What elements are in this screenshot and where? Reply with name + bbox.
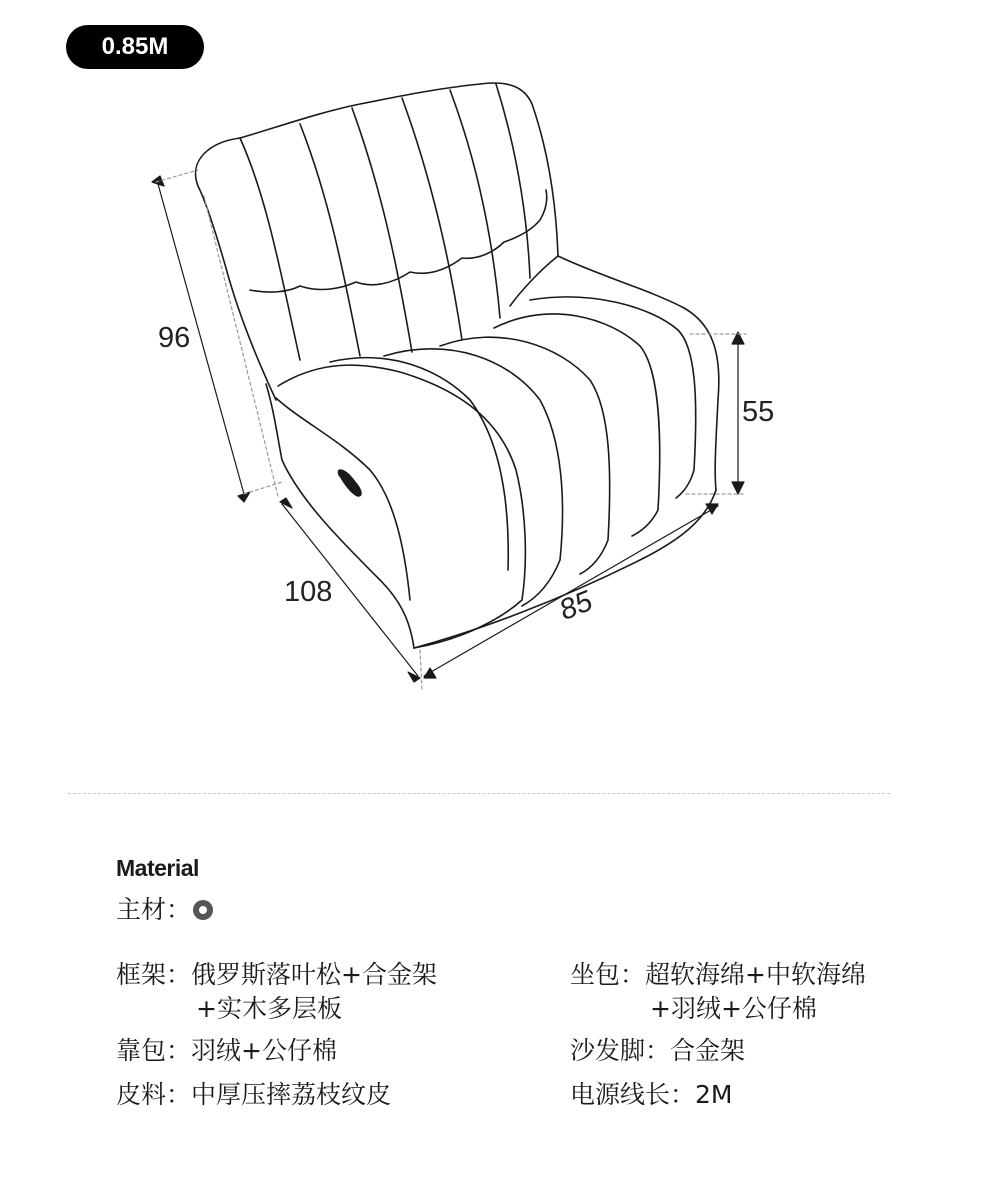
backrest-channel <box>402 98 462 340</box>
size-badge: 0.85M <box>66 25 204 69</box>
panel-inner <box>276 398 410 600</box>
spec-value-line2: +羽绒+公仔棉 <box>650 994 817 1023</box>
spec-label: 坐包： <box>570 960 646 989</box>
spec-value-line2: +实木多层板 <box>196 994 342 1023</box>
dimension-lines <box>152 170 746 690</box>
spec-label: 沙发脚： <box>570 1036 671 1065</box>
spec-value: 2M <box>695 1080 733 1109</box>
spec-label: 电源线长： <box>570 1080 696 1109</box>
depth-dimension-label: 108 <box>284 576 333 608</box>
backrest-channel <box>450 90 500 318</box>
spec-label: 皮料： <box>116 1080 192 1109</box>
seat-channel <box>494 314 660 536</box>
spec-back-cushion <box>116 1034 337 1068</box>
color-swatch[interactable] <box>193 900 213 920</box>
material-title: Material <box>116 855 199 881</box>
spec-value: 中厚压摔荔枝纹皮 <box>191 1080 392 1109</box>
spec-value: 超软海绵+中软海绵 <box>645 960 866 989</box>
height-dimension-label: 96 <box>158 322 191 354</box>
seat-channel <box>330 358 508 570</box>
section-divider <box>68 793 890 794</box>
backrest-channel <box>240 138 300 360</box>
spec-value: 合金架 <box>670 1036 746 1065</box>
spec-value: 羽绒+公仔棉 <box>191 1036 337 1065</box>
spec-label: 框架： <box>116 960 192 989</box>
spec-label: 靠包： <box>116 1036 192 1065</box>
spec-power-cord <box>570 1078 733 1112</box>
seat-channel <box>384 349 563 606</box>
spec-sofa-legs <box>570 1034 745 1068</box>
spec-leather <box>116 1078 391 1112</box>
backrest-channel <box>300 124 360 356</box>
spec-frame <box>116 958 437 1026</box>
width-dimension-label: 85 <box>554 585 597 627</box>
main-material-label: 主材： <box>116 895 192 924</box>
backrest-channel <box>496 84 530 278</box>
backrest-channel <box>352 108 412 352</box>
backrest-side <box>198 186 276 400</box>
seat-height-dimension-label: 55 <box>742 396 775 428</box>
seat-front-curve <box>510 256 558 306</box>
spec-seat-cushion <box>570 958 866 1026</box>
main-material-row <box>116 893 213 927</box>
recliner-handle <box>339 470 362 496</box>
spec-value: 俄罗斯落叶松+合金架 <box>191 960 437 989</box>
